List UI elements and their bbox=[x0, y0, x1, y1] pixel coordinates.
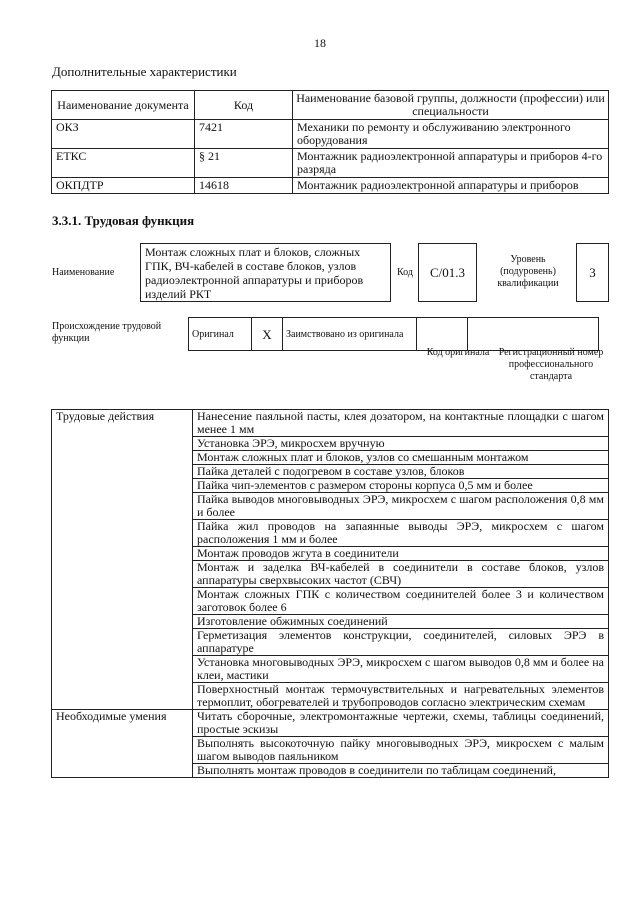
list-item: Изготовление обжимных соединений bbox=[193, 615, 609, 629]
list-item: Выполнять высокоточную пайку многовыводных ЭРЭ, микросхем с малым шагом выводов паяльником bbox=[193, 737, 609, 764]
code-cell: 14618 bbox=[195, 178, 293, 194]
list-item: Пайка чип-элементов с размером стороны корпуса 0,5 мм и более bbox=[193, 479, 609, 493]
code-original-caption: Код оригинала bbox=[426, 347, 490, 358]
list-item: Пайка жил проводов на запаянные выводы ЭРЭ, микросхем с шагом расположения 1 мм и более bbox=[193, 520, 609, 547]
level-box: 3 bbox=[576, 243, 609, 302]
registration-number-cell bbox=[468, 318, 599, 351]
list-item: Пайка выводов многовыводных ЭРЭ, микросхем с шагом расположения 0,8 мм и более bbox=[193, 493, 609, 520]
header-code: Код bbox=[195, 91, 293, 120]
header-occupation: Наименование базовой группы, должности (профессии) или специальности bbox=[293, 91, 609, 120]
list-item: Нанесение паяльной пасты, клея дозатором, на контактные площадки с шагом менее 1 мм bbox=[193, 410, 609, 437]
list-item: Установка ЭРЭ, микросхем вручную bbox=[193, 437, 609, 451]
doc-name-cell: ОКПДТР bbox=[52, 178, 195, 194]
code-label: Код bbox=[397, 267, 413, 278]
occupation-cell: Механики по ремонту и обслуживанию электронного оборудования bbox=[293, 120, 609, 149]
function-code-box: С/01.3 bbox=[418, 243, 477, 302]
skills-label: Необходимые умения bbox=[52, 710, 193, 778]
list-item: Читать сборочные, электромонтажные чертежи, схемы, таблицы соединений, простые эскизы bbox=[193, 710, 609, 737]
table-row bbox=[52, 410, 609, 437]
list-item: Монтаж и заделка ВЧ-кабелей в соединители в составе блоков, узлов аппаратуры сверхвысоких частот (СВЧ) bbox=[193, 561, 609, 588]
borrowed-cell: Заимствовано из оригинала bbox=[283, 318, 417, 351]
list-item: Пайка деталей с подогревом в составе узлов, блоков bbox=[193, 465, 609, 479]
name-label: Наименование bbox=[52, 267, 115, 278]
list-item: Герметизация элементов конструкции, соединителей, силовых ЭРЭ в аппаратуре bbox=[193, 629, 609, 656]
list-item: Установка многовыводных ЭРЭ, микросхем с шагом выводов 0,8 мм и более на клеи, мастики bbox=[193, 656, 609, 683]
header-document: Наименование документа bbox=[52, 91, 195, 120]
list-item: Монтаж сложных плат и блоков, узлов со смешанным монтажом bbox=[193, 451, 609, 465]
origin-table bbox=[188, 317, 599, 351]
list-item: Поверхностный монтаж термочувствительных и нагревательных элементов термоплит, обогревателей и трубопроводов согласно электрическим схемам bbox=[193, 683, 609, 710]
additional-characteristics-title: Дополнительные характеристики bbox=[52, 64, 237, 79]
section-title: 3.3.1. Трудовая функция bbox=[52, 213, 195, 228]
code-cell: § 21 bbox=[195, 149, 293, 178]
table-row bbox=[52, 178, 609, 194]
registration-caption: Регистрационный номер профессионального стандарта bbox=[498, 347, 604, 382]
doc-name-cell: ОКЗ bbox=[52, 120, 195, 149]
doc-name-cell: ЕТКС bbox=[52, 149, 195, 178]
characteristics-header-row bbox=[52, 91, 609, 120]
original-mark: Х bbox=[252, 318, 283, 351]
original-code-cell bbox=[417, 318, 468, 351]
table-row bbox=[52, 710, 609, 737]
origin-label: Происхождение трудовой функции bbox=[52, 321, 162, 344]
original-cell: Оригинал bbox=[189, 318, 252, 351]
level-label: Уровень (подуровень) квалификации bbox=[497, 254, 559, 289]
function-name-box: Монтаж сложных плат и блоков, сложных ГПК, ВЧ-кабелей в составе блоков, узлов радиоэлектронной аппаратуры и приборов изделий РКТ bbox=[140, 243, 391, 302]
page-number: 18 bbox=[314, 36, 326, 50]
occupation-cell: Монтажник радиоэлектронной аппаратуры и приборов bbox=[293, 178, 609, 194]
labor-function-table bbox=[51, 409, 609, 778]
occupation-cell: Монтажник радиоэлектронной аппаратуры и приборов 4-го разряда bbox=[293, 149, 609, 178]
list-item: Монтаж проводов жгута в соединители bbox=[193, 547, 609, 561]
list-item: Монтаж сложных ГПК с количеством соединителей более 3 и количеством заготовок более 6 bbox=[193, 588, 609, 615]
table-row bbox=[52, 120, 609, 149]
labor-actions-label: Трудовые действия bbox=[52, 410, 193, 710]
table-row bbox=[52, 149, 609, 178]
code-cell: 7421 bbox=[195, 120, 293, 149]
characteristics-table bbox=[51, 90, 609, 194]
list-item: Выполнять монтаж проводов в соединители по таблицам соединений, bbox=[193, 764, 609, 778]
